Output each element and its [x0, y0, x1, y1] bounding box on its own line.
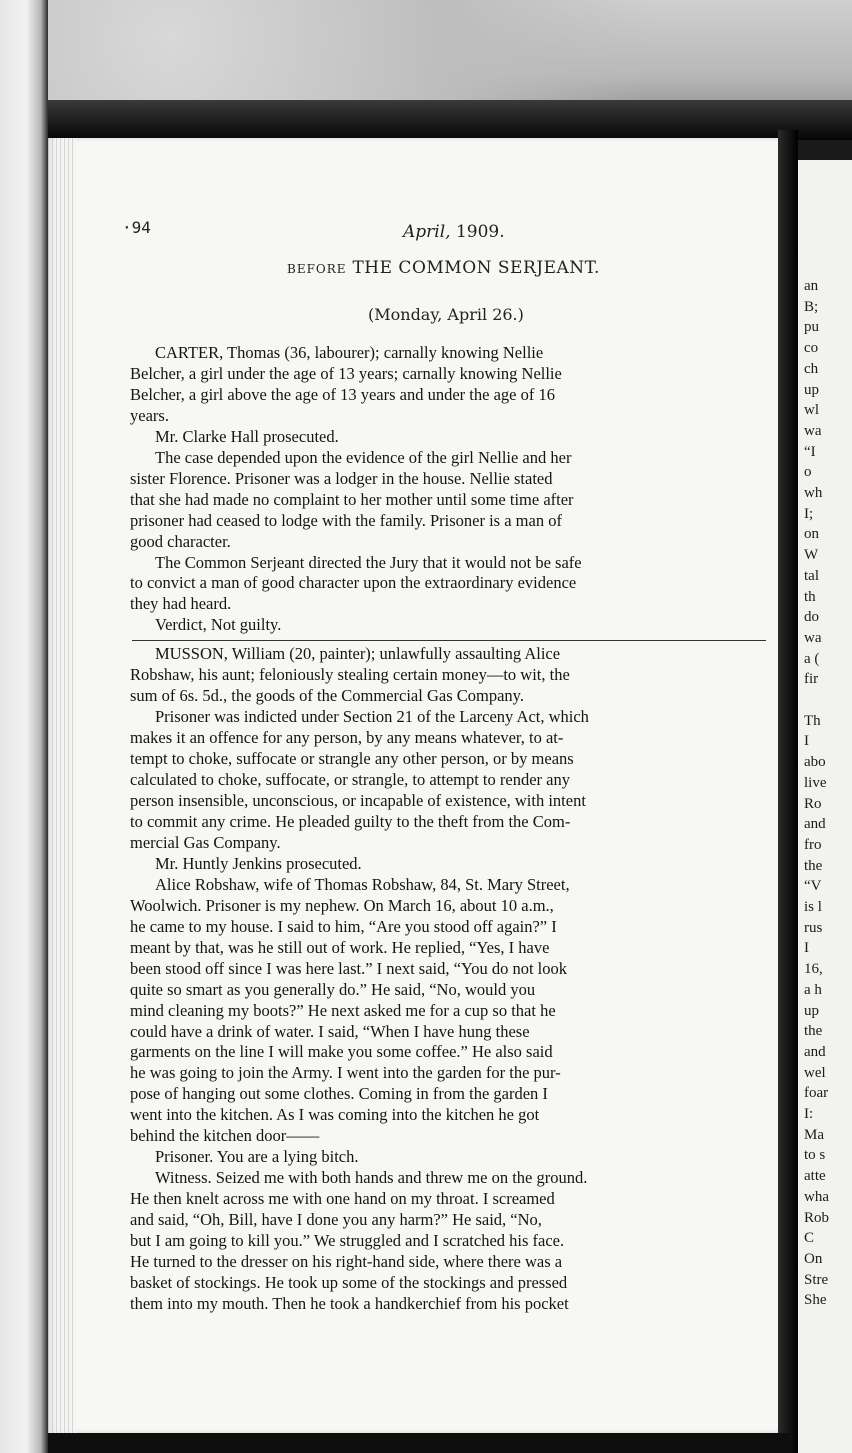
case2-line: makes it an offence for any person, by any means whatever, to at-: [130, 728, 564, 748]
scan-left-margin: [0, 0, 48, 1453]
case1-line: The case depended upon the evidence of the girl Nellie and her: [155, 447, 572, 467]
facing-page-fragment: wa: [804, 629, 822, 646]
facing-page-fragment: atte: [804, 1168, 826, 1185]
facing-page-fragment: tal: [804, 567, 819, 584]
report-body: [130, 343, 770, 1315]
case2-line: he was going to join the Army. I went into the garden for the pur-: [130, 1063, 561, 1083]
facing-page-fragment: I: [804, 940, 809, 957]
facing-page-fragment: to s: [804, 1147, 826, 1164]
facing-page-fragment: up: [804, 381, 819, 398]
case1-line: sister Florence. Prisoner was a lodger in the house. Nellie stated: [130, 468, 553, 488]
case2-line: tempt to choke, suffocate or strangle any other person, or by means: [130, 749, 574, 769]
case2-line: but I am going to kill you.” We struggled and I scratched his face.: [130, 1231, 565, 1251]
case1-line: CARTER, Thomas (36, labourer); carnally knowing Nellie: [155, 343, 544, 362]
case2-line: He then knelt across me with one hand on my throat. I screamed: [130, 1189, 555, 1209]
case2-line: Prisoner. You are a lying bitch.: [155, 1147, 359, 1167]
running-head: [403, 222, 505, 242]
facing-page-fragment: rus: [804, 919, 823, 936]
facing-page-fragment: fro: [804, 836, 822, 853]
case2-line: behind the kitchen door——: [130, 1126, 320, 1146]
section-title: THE COMMON SERJEANT.: [352, 258, 600, 278]
facing-page-fragment: C: [804, 1230, 815, 1247]
case2-line: meant by that, was he still out of work. He replied, “Yes, I have: [130, 937, 550, 957]
facing-page-fragment: foar: [804, 1085, 829, 1102]
case2-line: he came to my house. I said to him, “Are you stood off again?” I: [130, 916, 557, 936]
facing-page-fragment: W: [804, 547, 819, 564]
facing-page-fragment: a h: [804, 981, 822, 998]
facing-page-fragment: the: [804, 1023, 823, 1040]
case2-line: Prisoner was indicted under Section 21 of the Larceny Act, which: [155, 707, 589, 727]
facing-page-fragment: “I: [804, 443, 816, 460]
section-prefix: BEFORE: [287, 262, 347, 276]
case1-line: Verdict, Not guilty.: [155, 615, 282, 635]
case2-line: went into the kitchen. As I was coming into the kitchen he got: [130, 1105, 540, 1125]
case-separator-rule: [132, 640, 766, 641]
facing-page-fragment: Ro: [804, 795, 822, 812]
page-number: ·94: [122, 218, 151, 237]
facing-page-fragment: ch: [804, 360, 819, 377]
case2-line: and said, “Oh, Bill, have I done you any harm?” He said, “No,: [130, 1210, 542, 1230]
facing-page-fragment: wl: [804, 402, 819, 419]
case2-line: been stood off since I was here last.” I next said, “You do not look: [130, 958, 568, 978]
running-head-month: April,: [403, 222, 451, 242]
case2-line: sum of 6s. 5d., the goods of the Commercial Gas Company.: [130, 686, 524, 706]
sitting-date: (Monday, April 26.): [368, 305, 524, 324]
case1-line: The Common Serjeant directed the Jury that it would not be safe: [155, 552, 582, 572]
running-head-year: 1909.: [455, 222, 505, 242]
case2-line: mercial Gas Company.: [130, 832, 281, 852]
facing-page-fragment: On: [804, 1250, 823, 1267]
facing-page-fragment: I:: [804, 1106, 814, 1122]
case2-line: calculated to choke, suffocate, or strangle, to attempt to render any: [130, 770, 570, 790]
facing-page-fragment: pu: [804, 319, 819, 336]
facing-page-fragment: B;: [804, 298, 819, 315]
facing-page-fragment: fir: [804, 671, 819, 688]
case2-line: to commit any crime. He pleaded guilty to the theft from the Com-: [130, 811, 571, 831]
section-heading: [287, 258, 600, 278]
facing-page-fragment: do: [804, 609, 819, 626]
facing-page-fragment: 16,: [804, 961, 823, 978]
case2-line: Woolwich. Prisoner is my nephew. On March 16, about 10 a.m.,: [130, 895, 554, 915]
facing-page-fragment: abo: [804, 754, 826, 771]
case2-line: mind cleaning my boots?” He next asked me for a cup so that he: [130, 1000, 556, 1020]
case1-line: Belcher, a girl above the age of 13 years and under the age of 16: [130, 384, 555, 404]
facing-page-fragment: co: [804, 340, 819, 357]
facing-page-fragment: and: [804, 1043, 826, 1060]
facing-page-fragment: I: [804, 733, 809, 750]
book-gutter: [778, 130, 798, 1453]
case2-line: them into my mouth. Then he took a handkerchief from his pocket: [130, 1293, 569, 1313]
case2-line: Mr. Huntly Jenkins prosecuted.: [155, 853, 362, 873]
case1-line: that she had made no complaint to her mother until some time after: [130, 489, 574, 509]
facing-page-fragment: I;: [804, 505, 814, 522]
case1-line: prisoner had ceased to lodge with the family. Prisoner is a man of: [130, 510, 562, 530]
case2-line: Witness. Seized me with both hands and threw me on the ground.: [155, 1168, 588, 1188]
case1-line: Mr. Clarke Hall prosecuted.: [155, 426, 339, 446]
facing-page-fragment: is l: [804, 899, 822, 915]
facing-page-fragment: a (: [804, 650, 820, 667]
facing-page-fragment: live: [804, 774, 827, 791]
case1-line: Belcher, a girl under the age of 13 years; carnally knowing Nellie: [130, 363, 562, 383]
facing-page-fragment: wel: [804, 1064, 826, 1081]
facing-page-fragment: th: [804, 588, 816, 605]
case1-line: good character.: [130, 531, 231, 551]
facing-page-fragment: wh: [804, 485, 823, 501]
facing-page-fragment: wa: [804, 422, 822, 439]
facing-page-fragment: on: [804, 526, 819, 543]
book-top-shadow: [40, 100, 852, 140]
facing-page-fragment: Th: [804, 712, 821, 729]
case2-line: basket of stockings. He took up some of the stockings and pressed: [130, 1272, 568, 1292]
case2-line: MUSSON, William (20, painter); unlawfully assaulting Alice: [155, 644, 561, 664]
case1-line: years.: [130, 405, 169, 425]
facing-page-fragment: wha: [804, 1188, 829, 1205]
case2-line: garments on the line I will make you some coffee.” He also said: [130, 1042, 553, 1062]
facing-page-fragment: She: [804, 1292, 827, 1309]
facing-page-fragment: the: [804, 857, 823, 874]
case1-line: to convict a man of good character upon the extraordinary evidence: [130, 573, 577, 593]
facing-page-fragment: o: [804, 464, 812, 481]
facing-page-fragment: up: [804, 1002, 819, 1019]
case2-line: person insensible, unconscious, or incapable of existence, with intent: [130, 791, 586, 811]
case2-line: He turned to the dresser on his right-hand side, where there was a: [130, 1251, 563, 1271]
facing-page-fragment: Rob: [804, 1209, 830, 1226]
case2-line: Alice Robshaw, wife of Thomas Robshaw, 84, St. Mary Street,: [155, 874, 570, 894]
case1-line: they had heard.: [130, 594, 232, 614]
facing-page-fragment: Ma: [804, 1126, 824, 1143]
facing-page-fragment: and: [804, 816, 826, 833]
facing-page-fragment: “V: [804, 878, 822, 895]
case2-line: could have a drink of water. I said, “When I have hung these: [130, 1021, 530, 1041]
case2-line: quite so smart as you generally do.” He said, “No, would you: [130, 979, 536, 999]
case2-line: Robshaw, his aunt; feloniously stealing certain money—to wit, the: [130, 665, 570, 685]
facing-page-fragment: an: [804, 278, 819, 294]
page-edge-lines: [48, 138, 76, 1433]
facing-page-fragment: Stre: [804, 1271, 829, 1288]
book-bottom-edge: [48, 1433, 790, 1453]
case2-line: pose of hanging out some clothes. Coming in from the garden I: [130, 1084, 548, 1104]
